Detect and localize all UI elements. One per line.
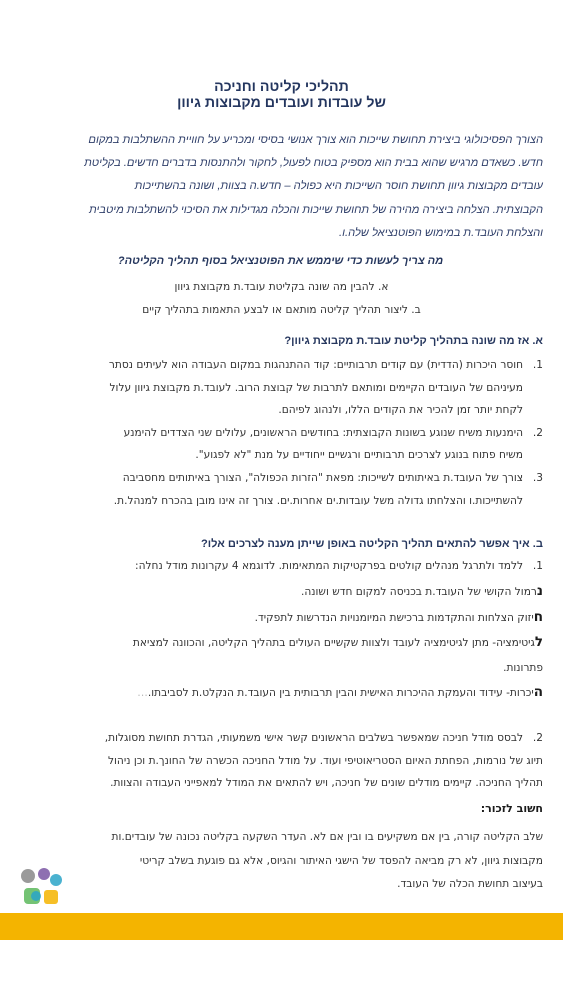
item-line: הימנעות משיח שנוגע בשונות הקבוצתית: בחודשים הראשונים, עלולים שני הצדדים להימנע: [123, 426, 523, 439]
document-title: [0, 79, 563, 111]
principle-text: רמול הקושי של העובד.ת בכניסה למקום חדש ושונה.: [301, 586, 537, 598]
list-item: [21, 354, 543, 422]
principle-letter: נ: [536, 583, 543, 599]
principle-letter: ה: [533, 684, 543, 700]
item-number: 2.: [532, 426, 543, 439]
goal-item: ב. ליצור תהליך קליטה מותאם או לבצע התאמות בתהליך קיים: [142, 303, 421, 316]
item-line: צורך של העובד.ת באיתותים לשייכות: מפאת "הזרות הכפולה", הצורך באיתותים מחסביבה: [122, 471, 523, 484]
principle-item: [21, 630, 543, 656]
list-item: [21, 422, 543, 467]
ellipsis: …: [137, 687, 148, 699]
section-b-item-1: [21, 555, 543, 578]
item-line: משיח פתוח בנוגע לצרכים תרבותיים ורגשיים ייחודיים על מנת "לא לפגוע".: [195, 449, 523, 462]
principle-item: [21, 656, 543, 681]
item-number: 1.: [532, 359, 543, 371]
principle-text: יכרות- עידוד והעמקת ההיכרות האישית והבין תרבותית בין העובד.ת הנקלט.ת לסביבתו.: [147, 687, 534, 699]
organization-logo-icon: [18, 866, 66, 914]
item-line: לבסס מודל חניכה שמאפשר בשלבים הראשונים קשר אישי משמעותי, הגדרת תחושת מסוגלות,: [104, 732, 523, 744]
principle-text: פתרונות.: [503, 661, 543, 674]
section-b-item-2: [21, 727, 543, 795]
item-line: לקחת יותר זמן להכיר את הקודים הללו, ולנהוג לפיהם.: [278, 404, 523, 417]
intro-paragraph: [18, 129, 543, 245]
title-line-1: תהליכי קליטה וחניכה: [214, 79, 349, 95]
intro-line: והצלחת העובד.ת במימוש הפוטנציאל שלה.ו.: [339, 226, 543, 239]
list-item: [21, 467, 543, 512]
section-a-heading: א. אז מה שונה בתהליך קליטת עובד.ת מקבוצת גיוון?: [284, 335, 543, 347]
item-line: מעיניהם של העובדים הקיימים ומותאם לתרבות של קבוצת הרוב. לעובד.ת מקבוצת גיוון עלול: [109, 381, 523, 394]
item-line: להשתייכות.ו והצלחתו גדולה משל עובדות.ים אחרות.ים. צורך זה אינו מובן בהכרח למנהל.ת.: [113, 494, 523, 507]
section-a-list: [21, 354, 543, 512]
principle-item: [21, 680, 543, 706]
principle-letter: ח: [533, 608, 543, 625]
intro-line: הצורך הפסיכולוגי ביצירת תחושת שייכות הוא צורך אנושי בסיסי ומכריע על חוויית ההשתלבות במקום: [88, 134, 543, 146]
important-paragraph: [21, 826, 543, 897]
goal-question: מה צריך לעשות כדי שיממש את הפוטנציאל בסוף תהליך הקליטה?: [117, 255, 444, 267]
paragraph-line: בעיצוב תחושת הכלה של העובד.: [397, 878, 543, 890]
item-text: ללמד ולתרגל מנהלים קולטים בפרקטיקות המתאימות. לדוגמא 4 עקרונות מודל נחלה:: [135, 560, 523, 572]
principle-text: גיטימציה- מתן לגיטימציה לעובד ולצוות שקשיים העולים בתהליך הקליטה, והכוונה למציאת: [132, 637, 535, 649]
section-b-heading: ב. איך אפשר להתאים תהליך הקליטה באופן שייתן מענה לצרכים אלו?: [201, 538, 543, 550]
item-number: 2.: [532, 732, 543, 744]
intro-line: הקבוצתית. הצלחה ביצירה מהירה של תחושת שייכות והכלה מגדילות את הסיכוי להשתלבות מיטבית: [88, 203, 543, 216]
item-line: חוסר היכרות (הדדית) עם קודים תרבותיים: קוד ההתנהגות במקום העבודה הוא לעיתים נסתר: [108, 359, 523, 371]
item-line: תהליך החניכה. קיימים מודלים שונים של חניכה, ויש להתאים את המודל למאפייני העבודה והצוות.: [110, 777, 543, 790]
goals-list: [0, 276, 563, 321]
principle-text: יזוק הצלחות והתקדמות ברכישת המיומנויות הנדרשות לתפקיד.: [254, 611, 534, 624]
principle-letter: ל: [534, 634, 543, 650]
goal-item: א. להבין מה שונה בקליטת עובד.ת מקבוצת גיוון: [174, 281, 389, 293]
footer-yellow-bar: [0, 913, 563, 940]
paragraph-line: שלב הקליטה קורה, בין אם משקיעים בו ובין אם לא. העדר השקעה בקליטה נכונה של עובדים.ות: [111, 831, 543, 843]
title-line-2: של עובדות ועובדים מקבוצות גיוון: [177, 95, 386, 111]
item-number: 1.: [532, 560, 543, 572]
intro-line: חדש. כשאדם מרגיש שהוא בבית הוא מספיק בטוח לפעול, לחקור ולהתנסות בדברים חדשים. בקליטת: [84, 157, 543, 170]
principle-item: [21, 605, 543, 631]
important-heading: חשוב לזכור:: [480, 802, 543, 815]
item-line: תיוג של נורמות, הפחתת האיום הסטריאוטיפי ועוד. על מודל החניכה הכשרה של החונך.ת וכן ניהול: [108, 754, 543, 767]
paragraph-line: מקבוצות גיוון, לא רק מביאה להפסד של הישגי האיתור והגיוס, אלא גם פוגעת בשלב קריטי: [139, 854, 543, 867]
principle-item: [21, 579, 543, 605]
principles-list: [21, 579, 543, 706]
intro-line: עובדים מקבוצות גיוון תחושת חוסר השייכות היא כפולה – חדש.ה בצוות, ושונה בהשתייכות: [134, 180, 543, 193]
item-number: 3.: [532, 471, 543, 484]
